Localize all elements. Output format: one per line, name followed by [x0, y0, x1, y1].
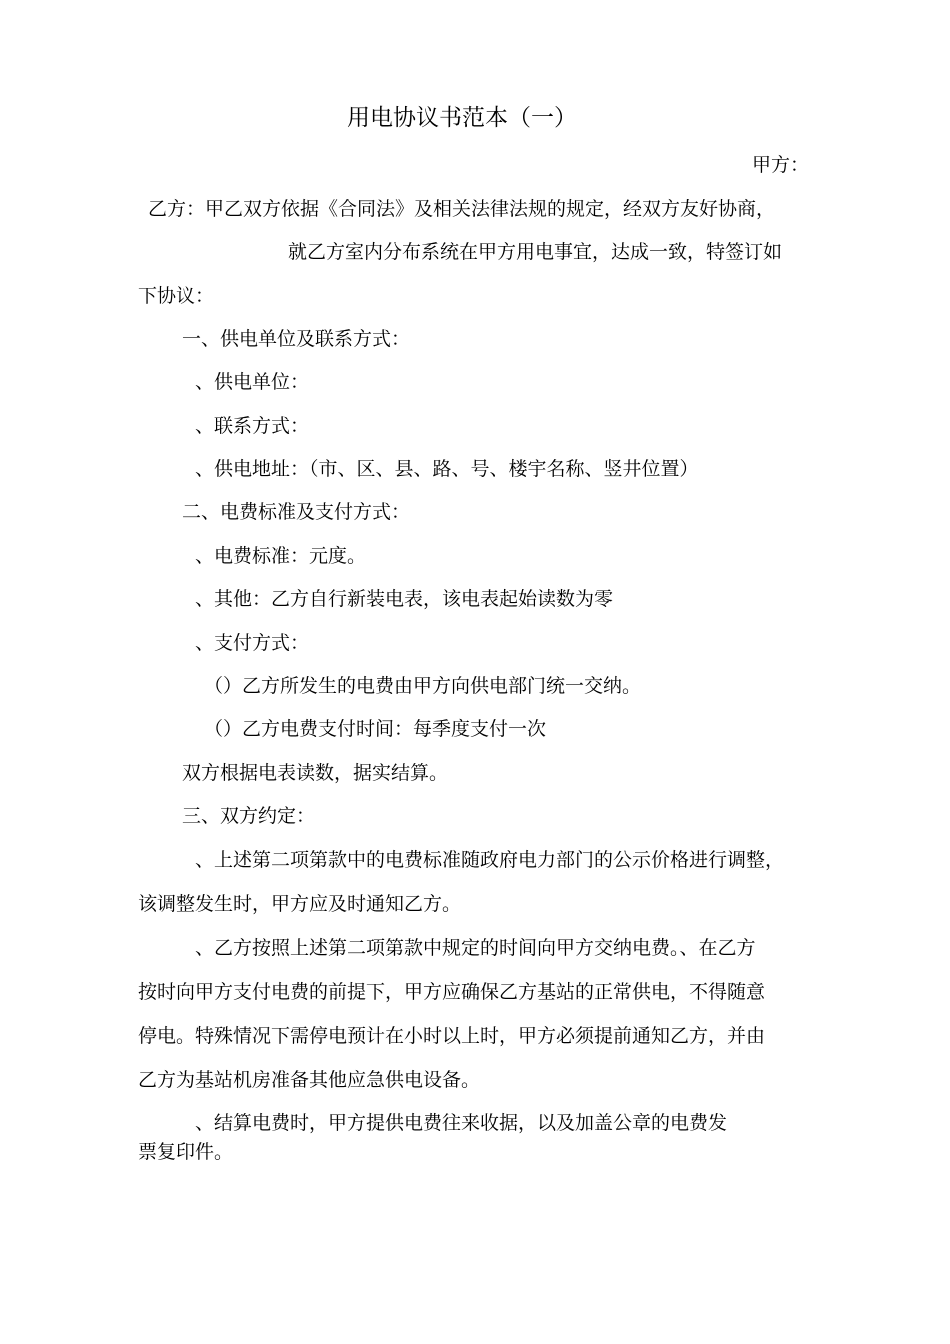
- section-3-para-3-line-2: 票复印件。: [138, 1141, 234, 1163]
- section-3-para-2-line-4: 乙方为基站机房准备其他应急供电设备。: [138, 1069, 481, 1091]
- section-1-item-3: 、供电地址：（市、区、县、路、号、楼宇名称、竖井位置）: [195, 458, 699, 480]
- section-1-item-1: 、供电单位：: [195, 371, 310, 393]
- section-3-heading: 三、双方约定：: [182, 805, 316, 827]
- section-3-para-1-line-1: 、上述第二项第款中的电费标准随政府电力部门的公示价格进行调整，: [195, 849, 785, 871]
- section-3-para-2-line-3: 停电。特殊情况下需停电预计在小时以上时，甲方必须提前通知乙方，并由: [138, 1025, 766, 1047]
- intro-line-1: 乙方：甲乙双方依据《合同法》及相关法律法规的规定，经双方友好协商，: [148, 198, 776, 220]
- section-3-para-2-line-1: 、乙方按照上述第二项第款中规定的时间向甲方交纳电费。、在乙方: [195, 937, 756, 959]
- section-2-heading: 二、电费标准及支付方式：: [182, 501, 411, 523]
- section-2-item-2: 、其他：乙方自行新装电表，该电表起始读数为零: [195, 588, 614, 610]
- party-a-label: 甲方：: [752, 154, 810, 176]
- section-3-para-1-line-2: 该调整发生时，甲方应及时通知乙方。: [138, 893, 462, 915]
- section-1-heading: 一、供电单位及联系方式：: [182, 328, 411, 350]
- section-2-item-3: 、支付方式：: [195, 632, 310, 654]
- section-3-para-3-line-1: 、结算电费时，甲方提供电费往来收据，以及加盖公章的电费发: [195, 1112, 728, 1134]
- section-2-sub-1: （）乙方所发生的电费由甲方向供电部门统一交纳。: [204, 675, 642, 697]
- section-1-item-2: 、联系方式：: [195, 415, 310, 437]
- intro-line-3: 下协议：: [138, 285, 215, 307]
- section-2-sub-2: （）乙方电费支付时间：每季度支付一次: [204, 718, 547, 740]
- intro-line-2: 就乙方室内分布系统在甲方用电事宜，达成一致，特签订如: [288, 241, 783, 263]
- section-2-note: 双方根据电表读数，据实结算。: [182, 762, 449, 784]
- document-title: 用电协议书范本（一）: [347, 105, 577, 131]
- section-2-item-1: 、电费标准：元度。: [195, 545, 367, 567]
- section-3-para-2-line-2: 按时向甲方支付电费的前提下，甲方应确保乙方基站的正常供电，不得随意: [138, 981, 766, 1003]
